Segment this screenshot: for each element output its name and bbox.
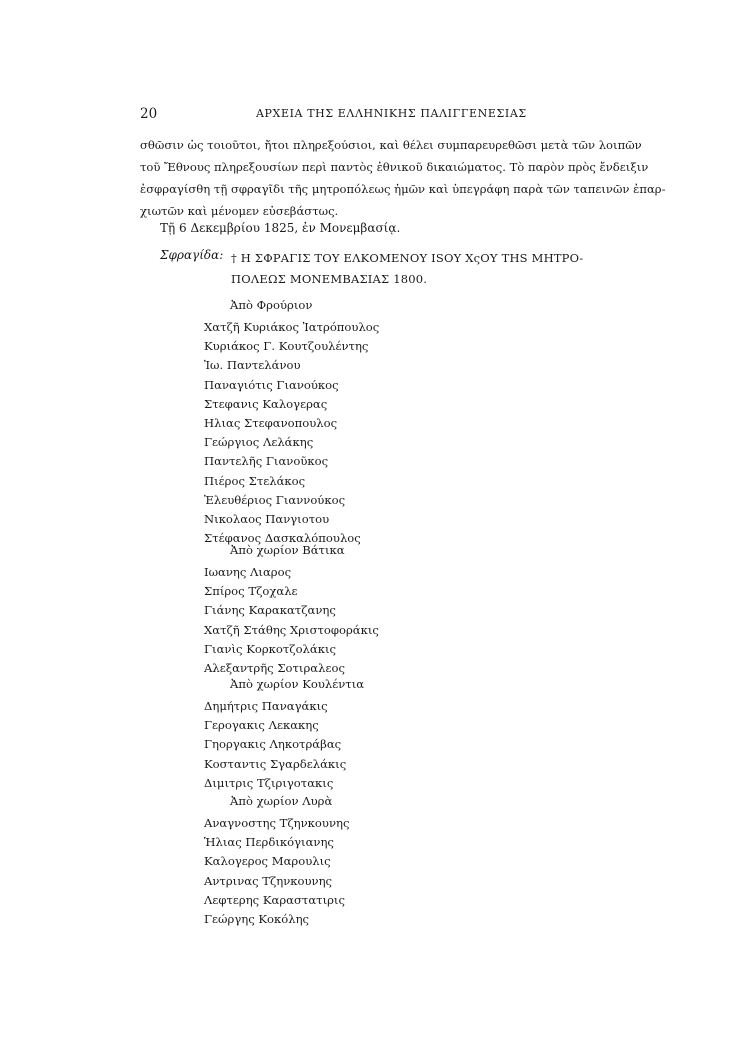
date-line: Τῇ 6 Δεκεμβρίου 1825, ἐν Μονεμβασίᾳ. [160, 221, 401, 235]
signatory-name: Σπίρος Τζοχαλε [204, 584, 298, 599]
signatory-list [204, 697, 364, 793]
signatory-name: Καλογερος Μαρουλις [204, 854, 331, 869]
signatory-name: Γεώργης Κοκόλης [204, 912, 310, 927]
signatory-name: Γεώργιος Λελάκης [204, 435, 314, 450]
signatory-name: Ἰω. Παντελάνου [204, 358, 301, 373]
signatory-name: Δημήτρις Παναγάκις [204, 699, 328, 713]
signatory-group-lyra [204, 790, 349, 929]
signatory-name: Νικολαος Πανγιοτου [204, 512, 330, 527]
group-heading: Ἀπὸ χωρίον Κουλέντια [230, 677, 365, 691]
signatory-name: Ἐλευθέριος Γιαννούκος [204, 492, 346, 507]
signatory-name: Στεφανις Καλογερας [204, 396, 328, 411]
signatory-name: Γερογακις Λεκακης [204, 718, 319, 733]
signatory-list [204, 563, 379, 678]
signatory-name: Αντρινας Τζηνκουνης [204, 873, 333, 888]
signatory-name: Κυριάκος Γ. Κουτζουλέντης [204, 339, 369, 354]
signatory-name: Χατζῆ Κυριάκος Ἰατρόπουλος [204, 320, 380, 334]
signatory-group-frourion [204, 294, 379, 548]
intro-line: τοῦ Ἔθνους πληρεξουσίων περὶ παντὸς ἐθνικοῦ δικαιώματος. Τὸ παρὸν πρὸς ἔνδειξιν [140, 160, 649, 174]
running-title: ΑΡΧΕΙΑ ΤΗΣ ΕΛΛΗΝΙΚΗΣ ΠΑΛΙΓΓΕΝΕΣΙΑΣ [256, 107, 527, 120]
signatory-name: Γιάνης Καρακατζανης [204, 603, 336, 618]
signatory-name: Παντελῆς Γιανοῦκος [204, 454, 329, 469]
intro-line: ἐσφραγίσθη τῇ σφραγῖδι τῆς μητροπόλεως ἡμῶν καὶ ὑπεγράφη παρὰ τῶν ταπεινῶν ἐπαρ- [140, 182, 666, 196]
signatory-name: Ιωανης Λιαρος [204, 565, 292, 579]
signatory-name: Γηοργακις Ληκοτράβας [204, 737, 342, 752]
seal-inscription [231, 248, 621, 290]
signatory-group-vatika [204, 539, 379, 678]
group-heading: Ἀπὸ χωρίον Λυρὰ [230, 794, 333, 808]
page-number: 20 [140, 106, 158, 122]
signatory-name: Αναγνοστης Τζηνκουνης [204, 816, 350, 830]
signatory-name: Παναγιότις Γιανούκος [204, 377, 339, 392]
signatory-name: Αλεξαντρῆς Σοτιραλεος [204, 661, 345, 676]
signatory-name: Διμιτρις Τζιριγοτακις [204, 775, 334, 790]
intro-line: χιωτῶν καὶ μένομεν εὐσεβάστως. [140, 204, 339, 218]
seal-line: † Η ΣΦΡΑΓΙΣ ΤΟΥ ΕΛΚΟΜΕΝΟΥ ISOY XςOY THS ΜΗΤΡΟ- [231, 251, 584, 265]
intro-paragraph [140, 134, 666, 222]
group-heading: Ἀπὸ Φρούριον [230, 298, 313, 312]
signatory-group-koulentia [204, 673, 364, 793]
signatory-list [204, 318, 379, 548]
signatory-list [204, 814, 349, 929]
signatory-name: Ἡλιας Περδικόγιανης [204, 835, 334, 850]
signatory-name: Κοσταντις Σγαρδελάκις [204, 756, 347, 771]
signatory-name: Στέφανος Δασκαλόπουλος [204, 531, 361, 546]
signatory-name: Πιέρος Στελάκος [204, 473, 306, 488]
signatory-name: Γιανὶς Κορκοτζολάκις [204, 641, 337, 656]
seal-line: ΠΟΛΕΩΣ ΜΟΝΕΜΒΑΣΙΑΣ 1800. [231, 272, 428, 286]
group-heading: Ἀπὸ χωρίον Βάτικα [230, 543, 345, 557]
signatory-name: Λεφτερης Καραστατιρις [204, 892, 345, 907]
seal-label: Σφραγίδα: [160, 248, 224, 262]
signatory-name: Ηλιας Στεφανοπουλος [204, 416, 338, 431]
signatory-name: Χατζῆ Στάθης Χριστοφοράκις [204, 622, 379, 637]
intro-line: σθῶσιν ὡς τοιοῦτοι, ἤτοι πληρεξούσιοι, καὶ θέλει συμπαρευρεθῶσι μετὰ τῶν λοιπῶν [140, 138, 642, 152]
page-header [140, 106, 612, 126]
